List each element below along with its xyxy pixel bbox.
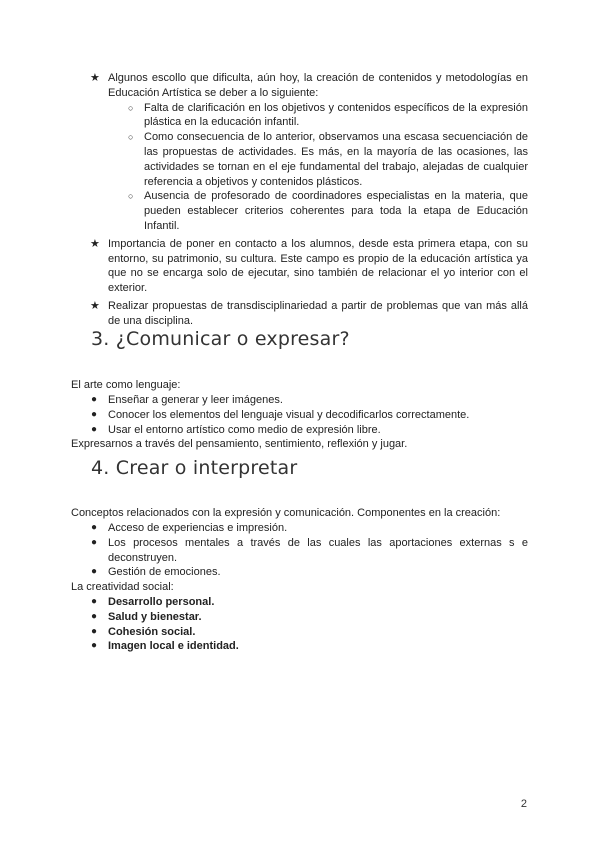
section3-heading: 3. ¿Comunicar o expresar? (91, 328, 350, 350)
section4-intro: Conceptos relacionados con la expresión y comunicación. Componentes en la creación: (71, 507, 501, 519)
sub-item-text: Ausencia de profesorado de coordinadores especialistas en la materia, que pueden establecer criterios coherentes para toda la etapa de Educación Infantil. (144, 190, 528, 232)
star-item (90, 237, 528, 296)
list-item (90, 610, 528, 625)
list-item (90, 536, 528, 566)
star-item-text: Realizar propuestas de transdisciplinariedad a partir de problemas que van más allá de una disciplina. (108, 299, 528, 327)
list-item (90, 595, 528, 610)
list-item-text: Usar el entorno artístico como medio de expresión libre. (108, 423, 381, 436)
star-bullet-icon: ★ (90, 237, 100, 250)
list-item (90, 565, 528, 580)
list-item-text: Enseñar a generar y leer imágenes. (108, 394, 283, 406)
section3-closing: Expresarnos a través del pensamiento, sentimiento, reflexión y jugar. (71, 438, 408, 450)
list-item-text: Acceso de experiencias e impresión. (108, 522, 288, 534)
list-item (90, 521, 528, 536)
list-item-text: Conocer los elementos del lenguaje visual y decodificarlos correctamente. (108, 408, 470, 421)
dot-bullet-icon: ● (91, 423, 98, 435)
star-item-text: Algunos escollo que dificulta, aún hoy, la creación de contenidos y metodologías en Educación Artística se deber a lo siguiente: (108, 72, 528, 99)
sub-item (108, 101, 528, 131)
star-bullet-icon: ★ (90, 72, 100, 84)
dot-bullet-icon: ● (91, 536, 98, 548)
circle-bullet-icon: ○ (128, 132, 134, 143)
dot-bullet-icon: ● (91, 408, 98, 420)
dot-bullet-icon: ● (91, 596, 98, 607)
list-item-text: Desarrollo personal. (108, 596, 215, 608)
sub-item (108, 130, 528, 189)
top-star-list (90, 71, 528, 332)
star-item (90, 299, 528, 329)
star-item (90, 71, 528, 234)
star-bullet-icon: ★ (90, 299, 100, 312)
star-item-text: Importancia de poner en contacto a los alumnos, desde esta primera etapa, con su entorno, su patrimonio, su cultura. Este campo es propio de la educación artística ya que no se encarga solo de ejecutar, sino también de relacionar el yo interior con el exterior. (108, 237, 528, 295)
section3-intro: El arte como lenguaje: (71, 379, 181, 391)
section4-list (90, 521, 528, 580)
section3-list (90, 393, 528, 437)
list-item (90, 408, 528, 423)
dot-bullet-icon: ● (91, 640, 98, 652)
sub-item-text: Falta de clarificación en los objetivos y contenidos específicos de la expresión plástica en la educación infantil. (144, 101, 528, 129)
sub-list (108, 101, 528, 234)
sub-item (108, 189, 528, 233)
list-item (90, 625, 528, 640)
list-item (90, 423, 528, 438)
list-item-text: Cohesión social. (108, 625, 196, 638)
dot-bullet-icon: ● (91, 625, 98, 637)
page-number: 2 (520, 798, 527, 810)
sub-item-text: Como consecuencia de lo anterior, observamos una escasa secuenciación de las propuestas de actividades. Es más, en la mayoría de las ocasiones, las actividades se tornan en el eje fundamental del trabajo, alejadas de cualquier referencia a objetivos y contenidos plásticos. (144, 131, 528, 188)
list-item (90, 393, 528, 408)
list-item (90, 639, 528, 654)
list-item-text: Salud y bienestar. (108, 610, 202, 623)
dot-bullet-icon: ● (91, 394, 98, 405)
circle-bullet-icon: ○ (128, 102, 134, 113)
social-list (90, 595, 528, 654)
list-item-text: Imagen local e identidad. (108, 640, 239, 653)
circle-bullet-icon: ○ (128, 191, 134, 202)
list-item-text: Gestión de emociones. (108, 566, 221, 579)
social-label: La creatividad social: (71, 581, 174, 593)
list-item-text: Los procesos mentales a través de las cuales las aportaciones externas s e deconstruyen. (108, 536, 528, 564)
dot-bullet-icon: ● (91, 610, 98, 622)
dot-bullet-icon: ● (91, 566, 98, 578)
section4-heading: 4. Crear o interpretar (91, 457, 298, 479)
dot-bullet-icon: ● (91, 522, 98, 533)
